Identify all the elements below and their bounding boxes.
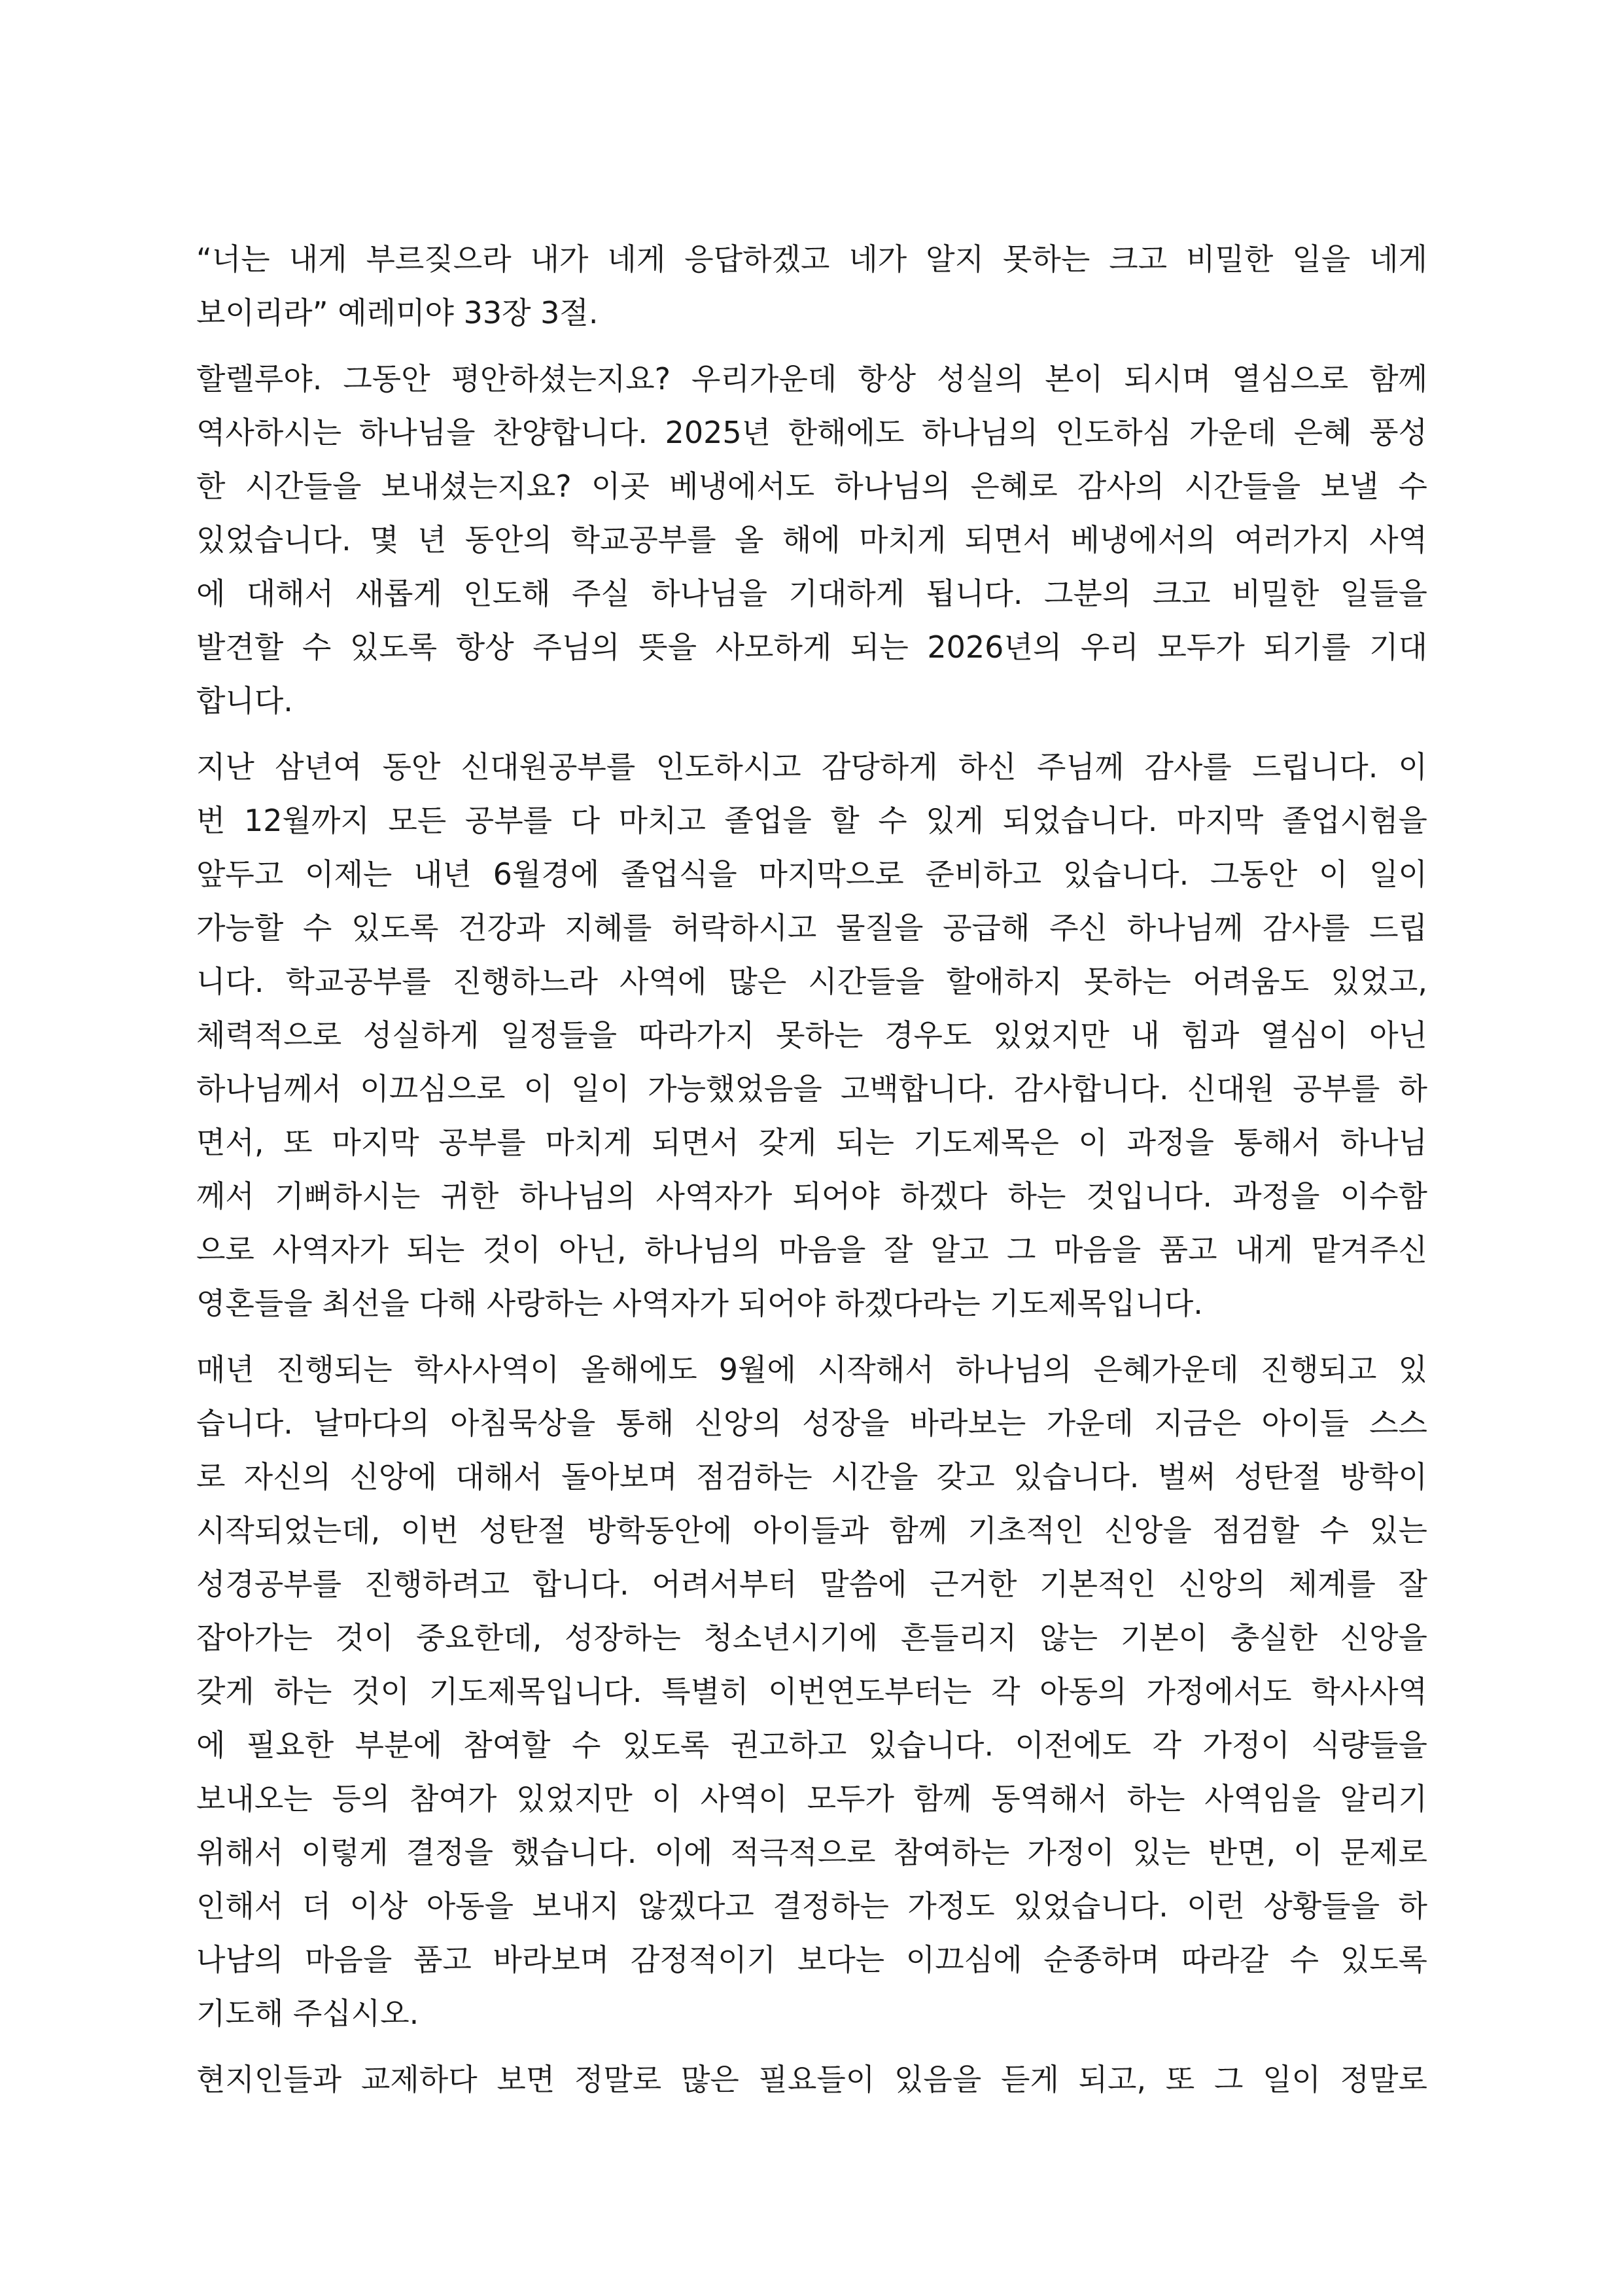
text-line: 매년 진행되는 학사사역이 올해에도 9월에 시작해서 하나님의 은혜가운데 진행되고 있 xyxy=(196,1352,1427,1387)
text-line: 갖게 하는 것이 기도제목입니다. 특별히 이번연도부터는 각 아동의 가정에서도 학사사역 xyxy=(196,1674,1427,1709)
text-line: 지난 삼년여 동안 신대원공부를 인도하시고 감당하게 하신 주님께 감사를 드립니다. 이 xyxy=(196,749,1427,785)
text-line: 하나님께서 이끄심으로 이 일이 가능했었음을 고백합니다. 감사합니다. 신대원 공부를 하 xyxy=(196,1071,1427,1106)
text-line: 로 자신의 신앙에 대해서 돌아보며 점검하는 시간을 갖고 있습니다. 벌써 성탄절 방학이 xyxy=(196,1459,1427,1494)
paragraph-greeting xyxy=(196,352,1427,728)
text-line: 영혼들을 최선을 다해 사랑하는 사역자가 되어야 하겠다라는 기도제목입니다. xyxy=(196,1286,1203,1321)
text-line: 께서 기뻐하시는 귀한 하나님의 사역자가 되어야 하겠다 하는 것입니다. 과정을 이수함 xyxy=(196,1178,1427,1214)
text-line: 합니다. xyxy=(196,683,293,718)
text-line: 나남의 마음을 품고 바라보며 감정적이기 보다는 이끄심에 순종하며 따라갈 수 있도록 xyxy=(196,1942,1427,1977)
text-line: “너는 내게 부르짖으라 내가 네게 응답하겠고 네가 알지 못하는 크고 비밀한 일을 네게 xyxy=(196,241,1427,277)
text-line: 있었습니다. 몇 년 동안의 학교공부를 올 해에 마치게 되면서 베냉에서의 여러가지 사역 xyxy=(196,522,1427,557)
text-line: 에 필요한 부분에 참여할 수 있도록 권고하고 있습니다. 이전에도 각 가정이 식량들을 xyxy=(196,1727,1427,1763)
paragraph-seminary xyxy=(196,740,1427,1330)
text-line: 면서, 또 마지막 공부를 마치게 되면서 갖게 되는 기도제목은 이 과정을 통해서 하나님 xyxy=(196,1125,1427,1160)
text-line: 체력적으로 성실하게 일정들을 따라가지 못하는 경우도 있었지만 내 힘과 열심이 아닌 xyxy=(196,1017,1427,1053)
text-line: 잡아가는 것이 중요한데, 성장하는 청소년시기에 흔들리지 않는 기본이 충실한 신앙을 xyxy=(196,1620,1427,1655)
paragraph-student-ministry xyxy=(196,1343,1427,2040)
text-line: 습니다. 날마다의 아침묵상을 통해 신앙의 성장을 바라보는 가운데 지금은 아이들 스스 xyxy=(196,1405,1427,1441)
text-line: 시작되었는데, 이번 성탄절 방학동안에 아이들과 함께 기초적인 신앙을 점검할 수 있는 xyxy=(196,1513,1427,1548)
text-line: 역사하시는 하나님을 찬양합니다. 2025년 한해에도 하나님의 인도하심 가운데 은혜 풍성 xyxy=(196,415,1427,450)
text-line: 인해서 더 이상 아동을 보내지 않겠다고 결정하는 가정도 있었습니다. 이런 상황들을 하 xyxy=(196,1888,1427,1924)
text-line: 현지인들과 교제하다 보면 정말로 많은 필요들이 있음을 듣게 되고, 또 그 일이 정말로 xyxy=(196,2062,1427,2097)
text-line: 위해서 이렇게 결정을 했습니다. 이에 적극적으로 참여하는 가정이 있는 반면, 이 문제로 xyxy=(196,1835,1427,1870)
paragraph-local-fellowship xyxy=(196,2053,1427,2106)
text-line: 기도해 주십시오. xyxy=(196,1996,419,2031)
text-line: 할렐루야. 그동안 평안하셨는지요? 우리가운데 항상 성실의 본이 되시며 열심으로 함께 xyxy=(196,361,1427,397)
text-line: 발견할 수 있도록 항상 주님의 뜻을 사모하게 되는 2026년의 우리 모두가 되기를 기대 xyxy=(196,629,1427,665)
text-line: 번 12월까지 모든 공부를 다 마치고 졸업을 할 수 있게 되었습니다. 마지막 졸업시험을 xyxy=(196,803,1427,838)
text-line: 보내오는 등의 참여가 있었지만 이 사역이 모두가 함께 동역해서 하는 사역임을 알리기 xyxy=(196,1781,1427,1816)
text-line: 성경공부를 진행하려고 합니다. 어려서부터 말씀에 근거한 기본적인 신앙의 체계를 잘 xyxy=(196,1566,1427,1602)
text-line: 앞두고 이제는 내년 6월경에 졸업식을 마지막으로 준비하고 있습니다. 그동안 이 일이 xyxy=(196,857,1427,892)
text-line: 니다. 학교공부를 진행하느라 사역에 많은 시간들을 할애하지 못하는 어려움도 있었고, xyxy=(196,964,1427,999)
paragraph-scripture-quote xyxy=(196,232,1427,340)
text-line: 보이리라” 예레미야 33장 3절. xyxy=(196,295,599,330)
text-line: 에 대해서 새롭게 인도해 주실 하나님을 기대하게 됩니다. 그분의 크고 비밀한 일들을 xyxy=(196,576,1427,611)
text-line: 가능할 수 있도록 건강과 지혜를 허락하시고 물질을 공급해 주신 하나님께 감사를 드립 xyxy=(196,910,1427,945)
text-line: 한 시간들을 보내셨는지요? 이곳 베냉에서도 하나님의 은혜로 감사의 시간들을 보낼 수 xyxy=(196,468,1427,504)
document-body xyxy=(196,232,1427,2119)
text-line: 으로 사역자가 되는 것이 아닌, 하나님의 마음을 잘 알고 그 마음을 품고 내게 맡겨주신 xyxy=(196,1232,1427,1267)
